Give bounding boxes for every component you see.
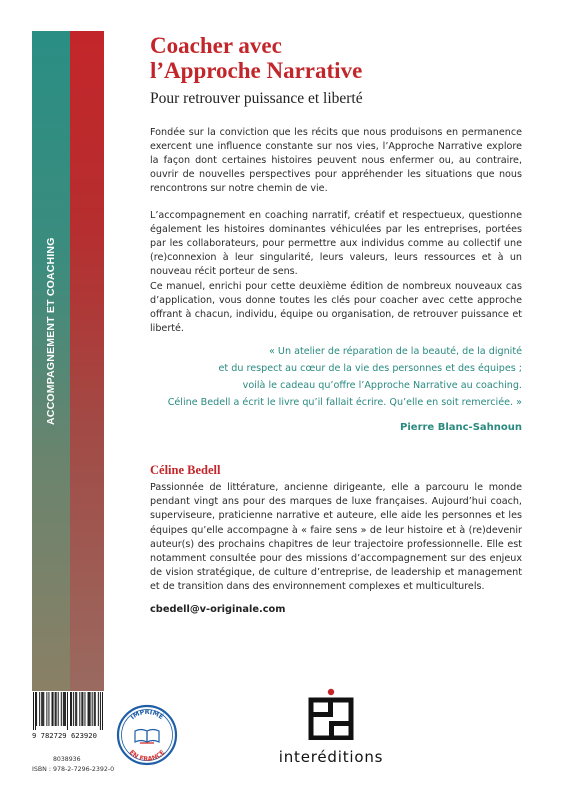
book-title <box>150 33 510 83</box>
barcode-bar <box>64 692 65 726</box>
barcode-bar <box>92 692 93 726</box>
barcode-bar <box>52 692 53 726</box>
barcode-bar <box>70 692 71 726</box>
barcode-bar <box>48 692 49 726</box>
book-subtitle: Pour retrouver puissance et liberté <box>150 90 363 107</box>
barcode-bar <box>94 692 95 726</box>
book-title-line-2: l’Approche Narrative <box>150 58 363 83</box>
endorsement-quote <box>150 343 522 411</box>
barcode-bar <box>53 692 54 726</box>
quote-line-4: Céline Bedell a écrit le livre qu’il fallait écrire. Qu’elle en soit remerciée. » <box>167 397 522 408</box>
barcode-bar <box>102 692 103 730</box>
quote-line-1: « Un atelier de réparation de la beauté, de la dignité <box>269 346 522 357</box>
quote-line-2: et du respect au cœur de la vie des personnes et des équipes ; <box>218 363 522 374</box>
barcode-bar <box>55 692 56 726</box>
barcode-bar <box>42 692 43 726</box>
barcode-bar <box>82 692 83 726</box>
barcode-bar <box>88 692 89 726</box>
barcode-bar <box>81 692 82 726</box>
barcode-bar <box>98 692 99 726</box>
author-email: cbedell@v-originale.com <box>150 604 286 615</box>
collection-label: ACCOMPAGNEMENT ET COACHING <box>45 237 57 425</box>
barcode-bar <box>71 692 72 726</box>
spine-red-band <box>70 31 104 691</box>
description-paragraph-2: L’accompagnement en coaching narratif, créatif et respectueux, questionne également les histoires dominantes véhiculées par les entreprises, portées par les collaborateurs, pour permettre aux individus comme au collectif une (re)connexion à leur singularité, leurs valeurs, leurs ressources et à un nouveau récit porteur de sens. <box>150 210 522 277</box>
seal-bottom-text: EN FRANCE <box>127 748 167 764</box>
book-title-line-1: Coacher avec <box>150 33 282 58</box>
author-name: Céline Bedell <box>150 463 221 477</box>
barcode-bar <box>58 692 59 726</box>
barcode-reference: 8038936 <box>53 756 81 763</box>
barcode-bar <box>63 692 64 726</box>
barcode-digits: 9 782729 623920 <box>32 731 97 740</box>
barcode-bar <box>36 692 37 726</box>
barcode-bar <box>89 692 90 726</box>
barcode-bar <box>65 692 66 726</box>
author-bio: Passionnée de littérature, ancienne dirigeante, elle a parcouru le monde pendant vingt ans pour des marques de luxe françaises. Aujourd’hui coach, superviseure, praticienne narrative et auteure, elle aide les personnes et les équipes qu’elle accompagne à « faire sens » de leur histoire et à (re)devenir auteur(s) des prochains chapitres de leur trajectoire professionnelle. Elle est notamment consultée pour des missions d’accompagnement sur des enjeux de vision stratégique, de culture d’entreprise, de leadership et management et de transition dans des environnement complexes et multiculturels. <box>150 482 522 593</box>
barcode-bar <box>33 692 34 730</box>
barcode-bar <box>46 692 47 726</box>
barcode-bar <box>35 692 36 730</box>
barcode-bar <box>95 692 96 726</box>
barcode-bar <box>90 692 91 726</box>
quote-author: Pierre Blanc-Sahnoun <box>400 422 522 433</box>
imprime-en-france-seal <box>116 704 178 766</box>
publisher-name: interéditions <box>278 748 384 766</box>
isbn-number: ISBN : 978-2-7296-2392-0 <box>32 766 115 773</box>
barcode-bar <box>84 692 85 726</box>
barcode-bar <box>73 692 74 726</box>
barcode-bar <box>41 692 42 726</box>
barcode-bar <box>39 692 40 726</box>
barcode <box>32 692 104 750</box>
barcode-bar <box>79 692 80 726</box>
barcode-bar <box>67 692 68 730</box>
interedtions-logo-icon <box>308 688 354 740</box>
barcode-bars <box>33 692 103 730</box>
description-paragraph-1: Fondée sur la conviction que les récits que nous produisons en permanence exercent une influence constante sur nos vies, l’Approche Narrative explore la façon dont certaines histoires peuvent nous enfermer ou, au contraire, ouvrir de nouvelles perspectives pour appréhender les situations que nous rencontrons sur notre chemin de vie. <box>150 127 522 194</box>
barcode-bar <box>61 692 62 726</box>
quote-line-3: voilà le cadeau qu’offre l’Approche Narrative au coaching. <box>242 380 522 391</box>
seal-top-text: IMPRIMÉ <box>128 707 166 722</box>
barcode-bar <box>100 692 101 730</box>
barcode-bar <box>56 692 57 726</box>
description-paragraph-3: Ce manuel, enrichi pour cette deuxième édition de nombreux nouveaux cas d’application, vous donne toutes les clés pour coacher avec cette approche offrant à chacun, individu, équipe ou organisation, de retrouver puissance et liberté. <box>150 281 522 334</box>
barcode-bar <box>76 692 77 726</box>
barcode-bar <box>43 692 44 726</box>
barcode-bar <box>75 692 76 726</box>
